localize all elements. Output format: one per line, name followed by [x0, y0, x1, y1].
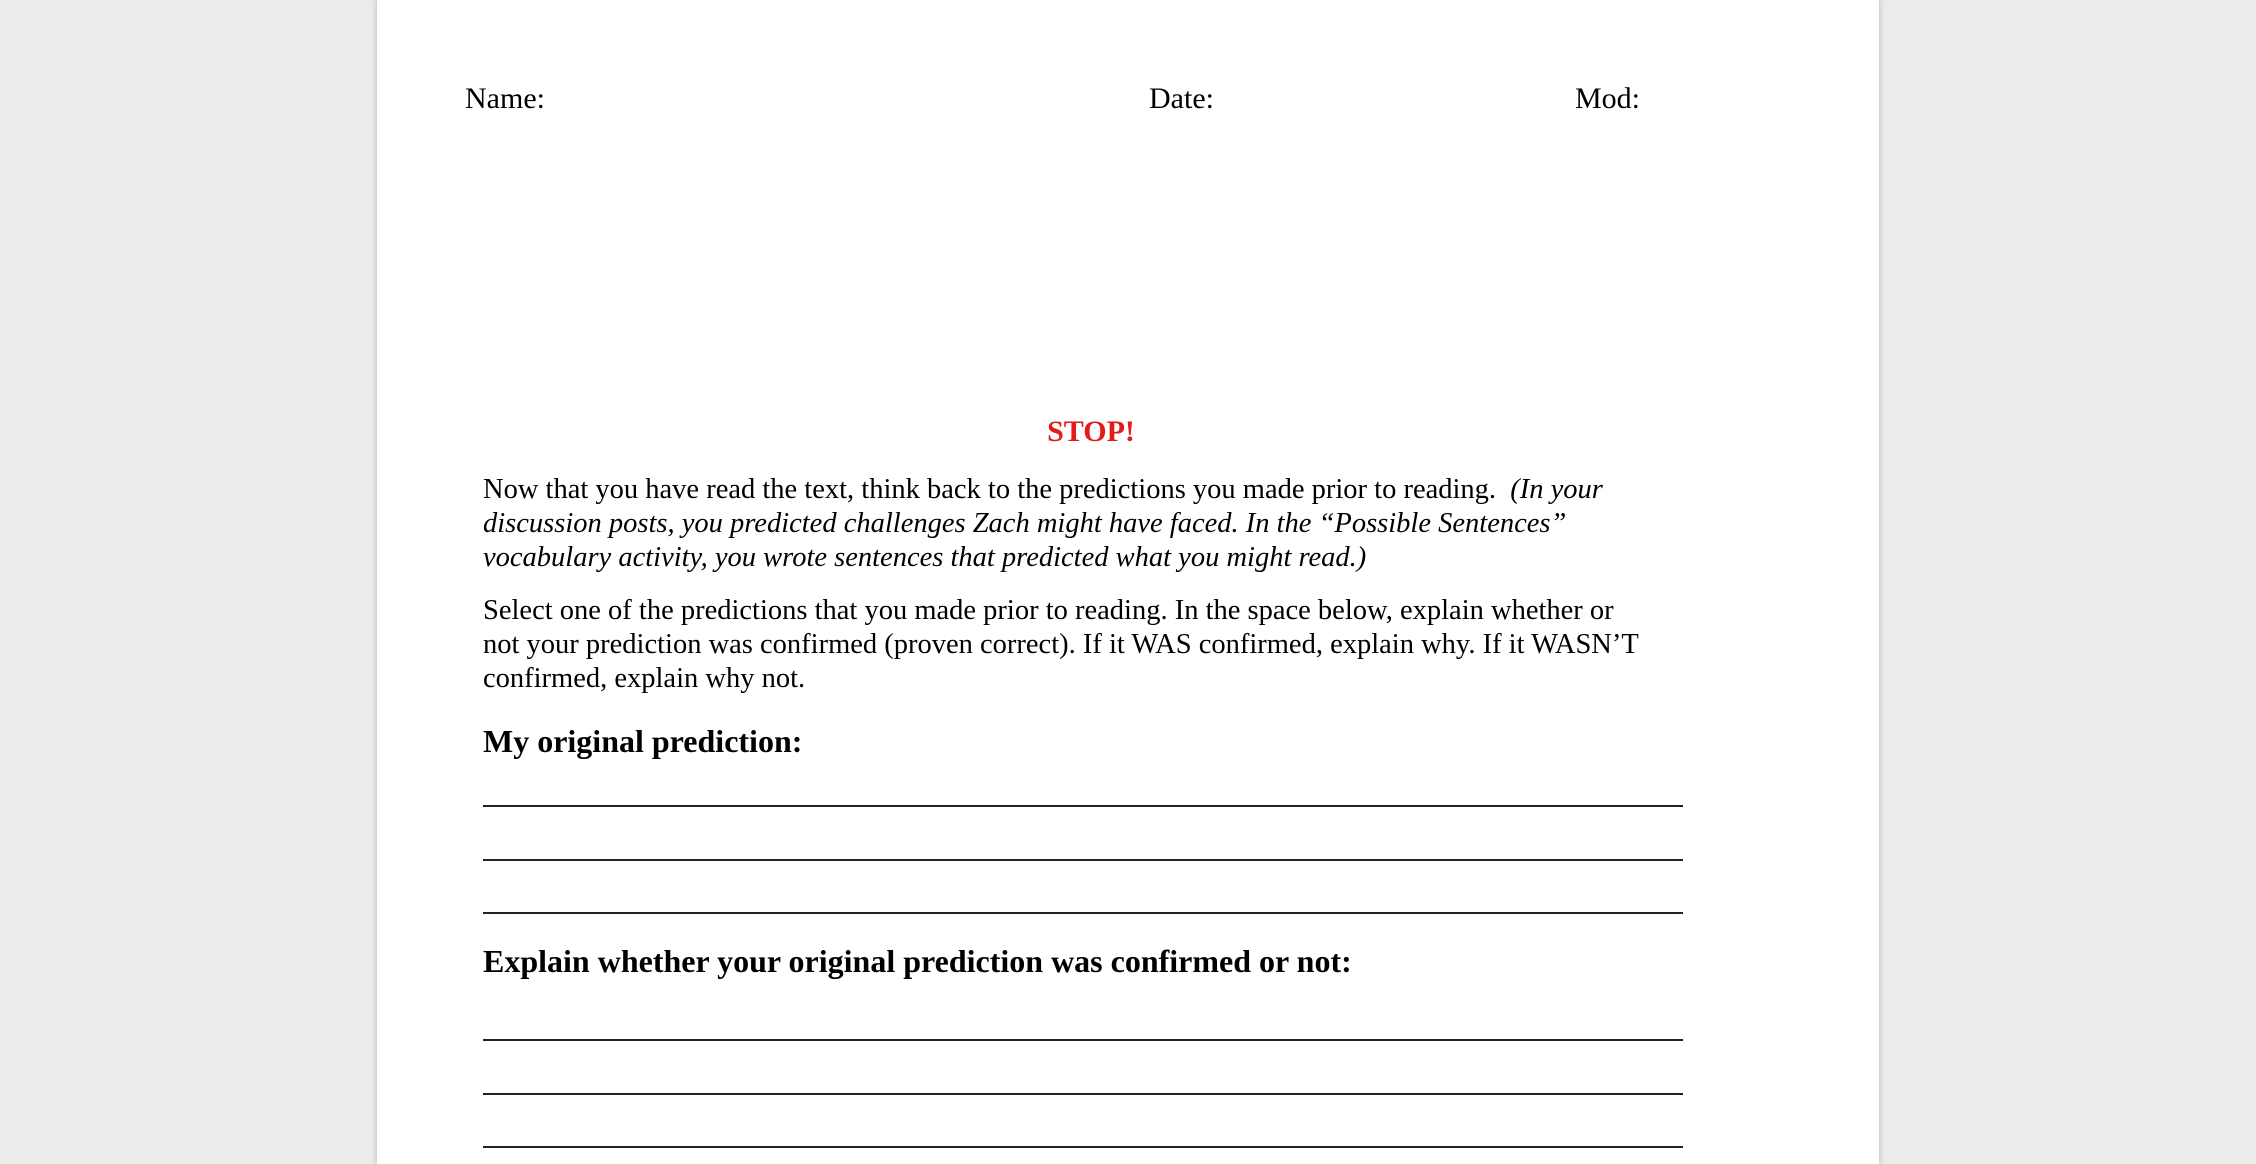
- answer-line[interactable]: [483, 805, 1683, 807]
- section-heading-original-prediction: My original prediction:: [483, 723, 803, 759]
- instructions-line-2: not your prediction was confirmed (proven correct). If it WAS confirmed, explain why. If it WASN’T: [483, 629, 1639, 660]
- document-page: [377, 0, 1879, 1164]
- answer-line[interactable]: [483, 1146, 1683, 1148]
- intro-line-2: discussion posts, you predicted challenges Zach might have faced. In the “Possible Sentences”: [483, 508, 1567, 539]
- intro-text: Now that you have read the text, think back to the predictions you made prior to reading.: [483, 474, 1497, 505]
- intro-line-1: [483, 474, 1603, 506]
- intro-italic-text: (In your: [1510, 474, 1603, 505]
- answer-line[interactable]: [483, 859, 1683, 861]
- answer-line[interactable]: [483, 1039, 1683, 1041]
- intro-line-3: vocabulary activity, you wrote sentences that predicted what you might read.): [483, 542, 1367, 573]
- instructions-line-1: Select one of the predictions that you made prior to reading. In the space below, explain whether or: [483, 595, 1614, 626]
- stop-heading: STOP!: [1047, 415, 1135, 448]
- answer-line[interactable]: [483, 912, 1683, 914]
- name-label: Name:: [465, 82, 545, 115]
- section-heading-explain: Explain whether your original prediction was confirmed or not:: [483, 943, 1352, 979]
- mod-label: Mod:: [1575, 82, 1641, 115]
- date-label: Date:: [1149, 82, 1214, 115]
- answer-line[interactable]: [483, 1093, 1683, 1095]
- instructions-line-3: confirmed, explain why not.: [483, 663, 806, 694]
